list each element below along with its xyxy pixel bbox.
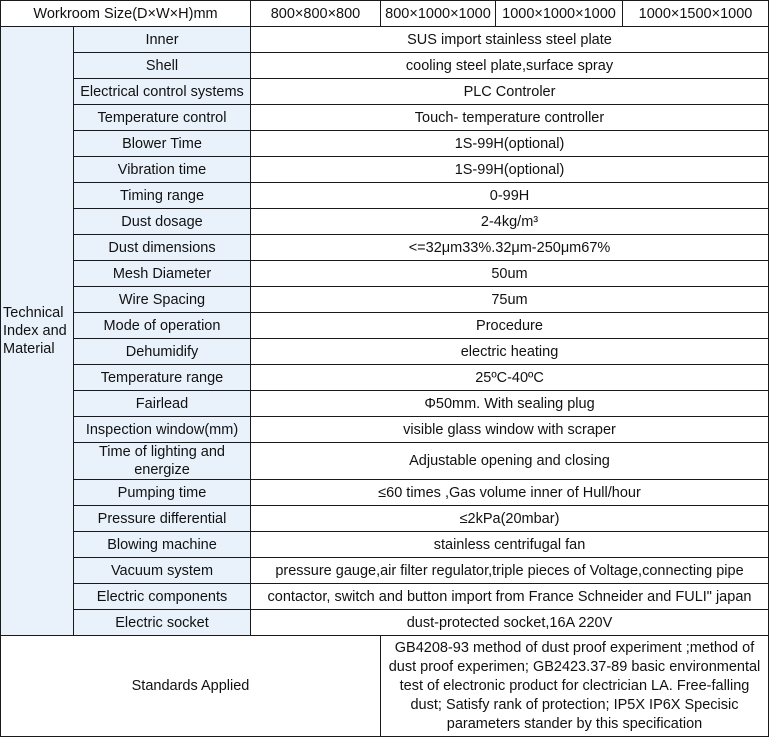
param-name: Inspection window(mm)	[74, 417, 251, 443]
spec-row	[1, 480, 769, 506]
size-option: 800×800×800	[251, 1, 381, 27]
param-value: SUS import stainless steel plate	[251, 27, 769, 53]
spec-row	[1, 105, 769, 131]
param-value: stainless centrifugal fan	[251, 532, 769, 558]
param-name: Dust dimensions	[74, 235, 251, 261]
size-option: 1000×1500×1000	[623, 1, 769, 27]
param-name: Dust dosage	[74, 209, 251, 235]
standards-row	[1, 636, 769, 737]
spec-row	[1, 27, 769, 53]
param-value: 2-4kg/m³	[251, 209, 769, 235]
param-value: ≤2kPa(20mbar)	[251, 506, 769, 532]
spec-row	[1, 313, 769, 339]
param-value: contactor, switch and button import from France Schneider and FULI" japan	[251, 584, 769, 610]
size-option: 1000×1000×1000	[496, 1, 623, 27]
param-value: 25ºC-40ºC	[251, 365, 769, 391]
param-name: Time of lighting and energize	[74, 443, 251, 480]
param-name: Dehumidify	[74, 339, 251, 365]
param-value: 75um	[251, 287, 769, 313]
spec-row	[1, 417, 769, 443]
param-value: Procedure	[251, 313, 769, 339]
spec-row	[1, 261, 769, 287]
param-name: Electrical control systems	[74, 79, 251, 105]
param-name: Pressure differential	[74, 506, 251, 532]
param-value: Adjustable opening and closing	[251, 443, 769, 480]
spec-row	[1, 610, 769, 636]
param-name: Blowing machine	[74, 532, 251, 558]
param-name: Inner	[74, 27, 251, 53]
param-value: dust-protected socket,16A 220V	[251, 610, 769, 636]
spec-row	[1, 558, 769, 584]
param-name: Mesh Diameter	[74, 261, 251, 287]
param-value: 1S-99H(optional)	[251, 157, 769, 183]
spec-row	[1, 584, 769, 610]
param-name: Shell	[74, 53, 251, 79]
spec-row	[1, 365, 769, 391]
param-name: Blower Time	[74, 131, 251, 157]
param-name: Electric socket	[74, 610, 251, 636]
param-value: visible glass window with scraper	[251, 417, 769, 443]
size-option: 800×1000×1000	[381, 1, 496, 27]
spec-row	[1, 287, 769, 313]
param-name: Timing range	[74, 183, 251, 209]
spec-row	[1, 53, 769, 79]
param-value: PLC Controler	[251, 79, 769, 105]
spec-row	[1, 391, 769, 417]
param-name: Temperature range	[74, 365, 251, 391]
param-name: Pumping time	[74, 480, 251, 506]
spec-row	[1, 443, 769, 480]
workroom-size-label: Workroom Size(D×W×H)mm	[1, 1, 251, 27]
param-name: Mode of operation	[74, 313, 251, 339]
param-value: <=32μm33%.32μm-250μm67%	[251, 235, 769, 261]
spec-row	[1, 183, 769, 209]
section-label: Technical Index and Material	[1, 27, 74, 636]
param-name: Electric components	[74, 584, 251, 610]
standards-label: Standards Applied	[1, 636, 381, 737]
param-value: pressure gauge,air filter regulator,triple pieces of Voltage,connecting pipe	[251, 558, 769, 584]
spec-row	[1, 79, 769, 105]
spec-row	[1, 506, 769, 532]
param-name: Wire Spacing	[74, 287, 251, 313]
spec-row	[1, 209, 769, 235]
spec-row	[1, 235, 769, 261]
param-value: 0-99H	[251, 183, 769, 209]
param-value: electric heating	[251, 339, 769, 365]
param-value: 50um	[251, 261, 769, 287]
param-name: Vacuum system	[74, 558, 251, 584]
spec-row	[1, 131, 769, 157]
param-value: cooling steel plate,surface spray	[251, 53, 769, 79]
header-row	[1, 1, 769, 27]
param-value: Φ50mm. With sealing plug	[251, 391, 769, 417]
param-value: Touch- temperature controller	[251, 105, 769, 131]
param-value: 1S-99H(optional)	[251, 131, 769, 157]
param-name: Temperature control	[74, 105, 251, 131]
param-name: Fairlead	[74, 391, 251, 417]
spec-row	[1, 532, 769, 558]
param-name: Vibration time	[74, 157, 251, 183]
param-value: ≤60 times ,Gas volume inner of Hull/hour	[251, 480, 769, 506]
spec-row	[1, 339, 769, 365]
standards-text: GB4208-93 method of dust proof experiment ;method of dust proof experimen; GB2423.37-89 basic environmental test of electronic product for clectrician LA. Free-falling dust; Satisfy rank of protection; IP5X IP6X Specisic parameters stander by this specification	[381, 636, 769, 737]
spec-row	[1, 157, 769, 183]
